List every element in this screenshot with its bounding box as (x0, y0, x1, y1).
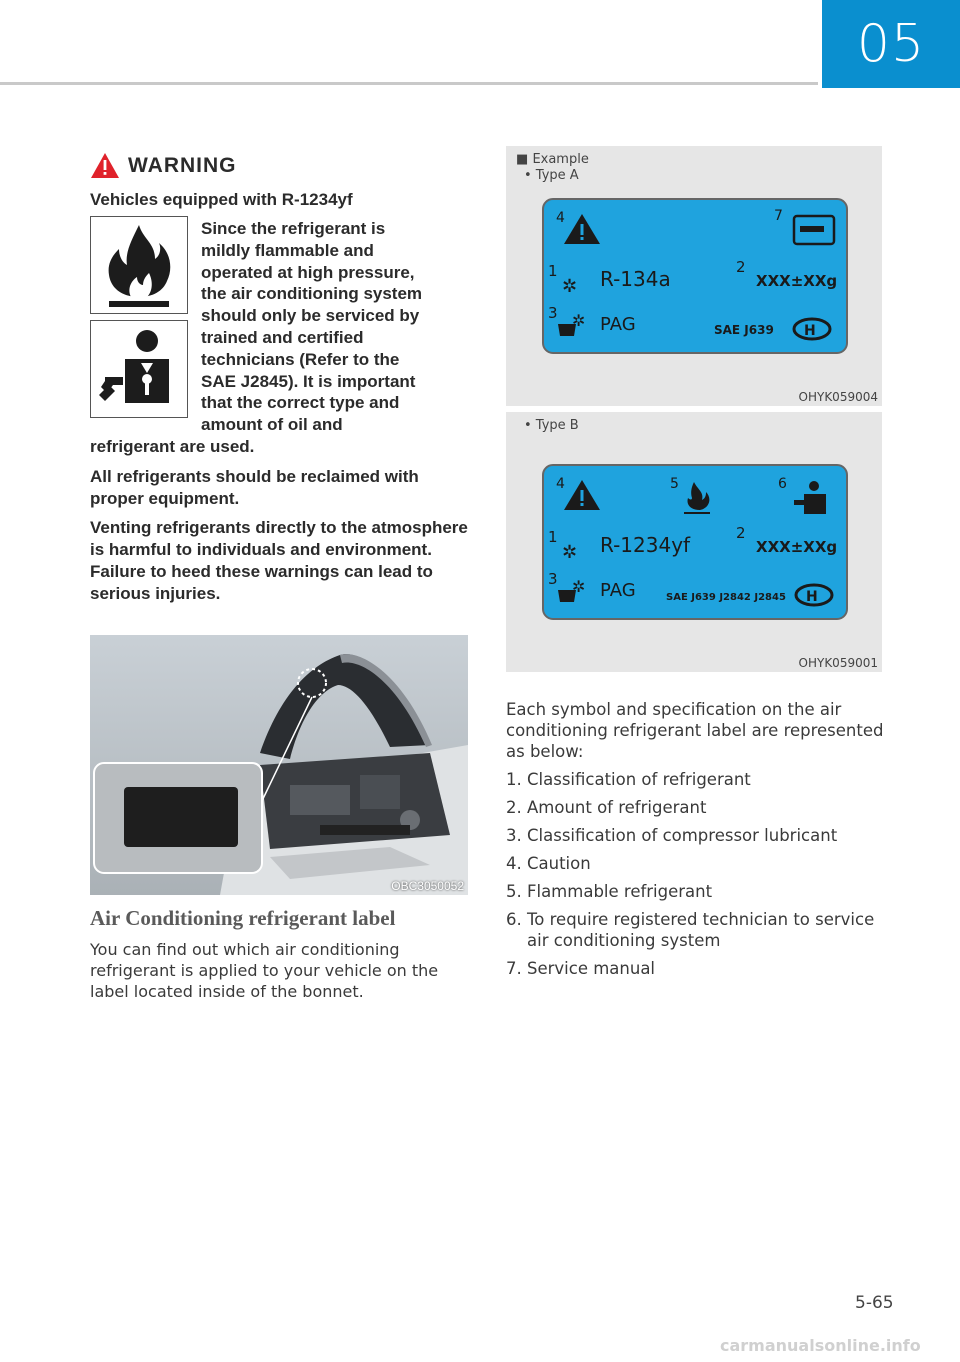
chapter-tab: 05 (822, 0, 960, 88)
warning-line: amount of oil and (201, 415, 343, 435)
refrigerant-label-type-b (542, 464, 848, 624)
list-item (506, 825, 886, 846)
legend-list (506, 769, 886, 979)
list-item (506, 797, 886, 818)
svg-text:✲: ✲ (562, 276, 578, 297)
type-b-code: OHYK059001 (798, 656, 878, 670)
example-panel-type-b (506, 412, 882, 672)
type-a-standard: SAE J639 (714, 323, 774, 337)
list-item-number: 7. (506, 959, 522, 978)
type-a-amount: XXX±XXg (756, 272, 838, 290)
type-b-label: • Type B (524, 418, 579, 433)
list-item-number: 6. (506, 910, 522, 929)
warning-line: the air conditioning system (201, 284, 423, 304)
warning-line: operated at high pressure, (201, 262, 415, 282)
svg-text:H: H (806, 589, 818, 605)
type-a-lubricant: PAG (600, 314, 636, 335)
section-body: You can find out which air conditioning refrigerant is applied to your vehicle on the label located inside of the bonnet. (90, 940, 439, 1001)
list-item-text: Amount of refrigerant (527, 798, 707, 817)
type-b-amount: XXX±XXg (756, 538, 838, 556)
warning-line: technicians (Refer to the (201, 349, 400, 369)
type-a-code: OHYK059004 (798, 390, 878, 404)
svg-text:3: 3 (548, 570, 558, 588)
type-b-standard: SAE J639 J2842 J2845 (666, 592, 786, 603)
example-heading (516, 152, 589, 167)
list-item-text: To require registered technician to service air conditioning system (527, 910, 875, 950)
warning-line: that the correct type and (201, 393, 400, 413)
warning-line: SAE J2845). It is important (201, 371, 416, 391)
list-item-text: Classification of compressor lubricant (527, 826, 838, 845)
page-number: 5-65 (855, 1293, 894, 1313)
square-bullet-icon: ■ (516, 152, 529, 167)
label-legend (506, 699, 886, 986)
warning-title: WARNING (128, 153, 237, 177)
list-item-number: 1. (506, 770, 522, 789)
warning-line: should only be serviced by (201, 306, 420, 326)
warning-subtitle: Vehicles equipped with R-1234yf (90, 190, 353, 209)
warning-line: mildly flammable and (201, 240, 374, 260)
list-item (506, 958, 886, 979)
list-item (506, 909, 886, 951)
warning-triangle-icon (90, 152, 120, 179)
svg-text:H: H (804, 323, 816, 339)
svg-text:2: 2 (736, 524, 746, 542)
list-item-number: 3. (506, 826, 522, 845)
type-a-label: • Type A (524, 168, 579, 183)
type-a-refrigerant: R-134a (600, 267, 671, 291)
svg-text:4: 4 (556, 476, 565, 492)
engine-bay-photo (90, 635, 468, 895)
photo-code: OBC3050052 (391, 879, 464, 893)
warning-paragraph-2: All refrigerants should be reclaimed with proper equipment. (90, 466, 419, 508)
warning-paragraph-3: Venting refrigerants directly to the atmosphere is harmful to individuals and environment. Failure to heed these warnings can lead to serious injuries. (90, 518, 468, 603)
warning-line: Since the refrigerant is (201, 219, 386, 238)
svg-text:7: 7 (774, 208, 783, 224)
svg-text:1: 1 (548, 262, 558, 280)
warning-line: trained and certified (201, 327, 364, 347)
list-item-text: Service manual (527, 959, 656, 978)
legend-intro: Each symbol and specification on the air conditioning refrigerant label are represented as below: (506, 700, 884, 761)
svg-text:1: 1 (548, 528, 558, 546)
list-item (506, 881, 886, 902)
section-title: Air Conditioning refrigerant label (90, 906, 396, 930)
footer-watermark: carmanualsonline.info (720, 1336, 921, 1355)
list-item-number: 5. (506, 882, 522, 901)
header-rule (0, 82, 818, 85)
example-heading-text: Example (532, 152, 589, 167)
list-item (506, 769, 886, 790)
warning-body (90, 218, 468, 613)
svg-text:6: 6 (778, 476, 787, 492)
svg-text:2: 2 (736, 258, 746, 276)
engine-bay-illustration (90, 635, 468, 895)
list-item (506, 853, 886, 874)
type-b-lubricant: PAG (600, 580, 636, 601)
list-item-number: 4. (506, 854, 522, 873)
svg-text:3: 3 (548, 304, 558, 322)
list-item-text: Classification of refrigerant (527, 770, 751, 789)
svg-text:✲: ✲ (572, 577, 586, 596)
svg-text:✲: ✲ (572, 311, 586, 330)
list-item-text: Caution (527, 854, 591, 873)
type-b-refrigerant: R-1234yf (600, 533, 691, 557)
list-item-text: Flammable refrigerant (527, 882, 713, 901)
example-panel-type-a (506, 146, 882, 406)
svg-text:✲: ✲ (562, 542, 578, 563)
svg-text:5: 5 (670, 476, 679, 492)
svg-text:4: 4 (556, 210, 565, 226)
list-item-number: 2. (506, 798, 522, 817)
warning-heading (90, 152, 237, 179)
warning-line: refrigerant are used. (90, 436, 255, 456)
refrigerant-label-type-a (542, 198, 848, 358)
